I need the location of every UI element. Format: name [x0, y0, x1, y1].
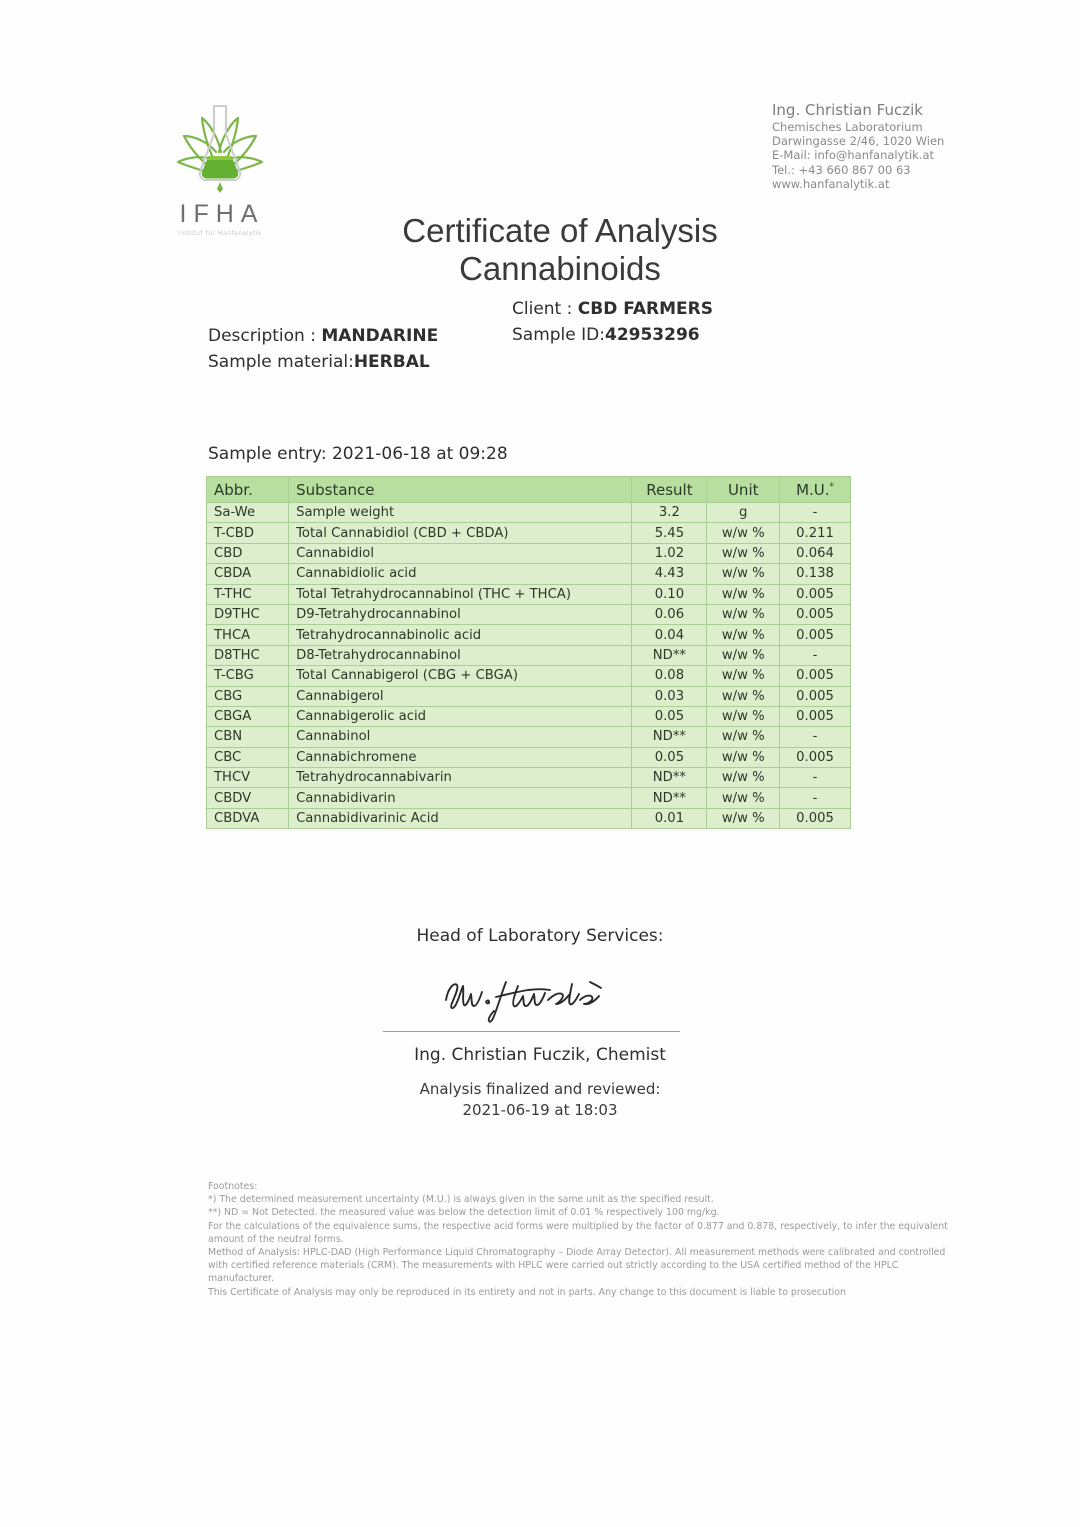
cell-mu: 0.005 — [780, 706, 851, 726]
description-value: MANDARINE — [321, 326, 439, 346]
cell-abbr: T-CBD — [207, 523, 289, 543]
cell-result: 0.05 — [632, 706, 707, 726]
table-row — [207, 666, 851, 686]
table-row — [207, 604, 851, 624]
signature-image — [440, 970, 620, 1026]
cell-result: 0.10 — [632, 584, 707, 604]
table-row — [207, 747, 851, 767]
cell-result: 3.2 — [632, 503, 707, 523]
footnote-2: **) ND = Not Detected. the measured value was below the detection limit of 0.01 % respectively 100 mg/kg. — [208, 1207, 720, 1219]
col-header-mu — [780, 477, 851, 503]
cell-substance: D9-Tetrahydrocannabinol — [289, 604, 632, 624]
cell-unit: w/w % — [707, 625, 780, 645]
cell-unit: w/w % — [707, 808, 780, 828]
client-row — [512, 296, 713, 322]
col-header-substance: Substance — [289, 477, 632, 503]
table-row — [207, 768, 851, 788]
cell-mu: 0.005 — [780, 584, 851, 604]
cell-substance: Total Cannabigerol (CBG + CBGA) — [289, 666, 632, 686]
table-row — [207, 686, 851, 706]
description-label: Description : — [208, 326, 322, 346]
cell-result: 0.04 — [632, 625, 707, 645]
table-row — [207, 523, 851, 543]
cell-unit: w/w % — [707, 564, 780, 584]
cannabis-leaf-flask-icon — [164, 98, 276, 198]
cell-substance: Cannabidiolic acid — [289, 564, 632, 584]
footnote-5: This Certificate of Analysis may only be reproduced in its entirety and not in parts. Any change to this document is liable to prosecution — [208, 1286, 846, 1298]
table-row — [207, 808, 851, 828]
sample-id-label: Sample ID: — [512, 325, 605, 345]
cell-result: 0.08 — [632, 666, 707, 686]
cell-mu: - — [780, 503, 851, 523]
lab-website: www.hanfanalytik.at — [772, 176, 890, 191]
signature-heading: Head of Laboratory Services: — [416, 926, 664, 946]
cell-substance: Cannabinol — [289, 727, 632, 747]
cell-abbr: D8THC — [207, 645, 289, 665]
cell-result: ND** — [632, 788, 707, 808]
cell-unit: w/w % — [707, 686, 780, 706]
client-info-block — [512, 296, 713, 348]
cell-abbr: CBDV — [207, 788, 289, 808]
footnotes-title: Footnotes: — [208, 1181, 258, 1192]
cell-result: ND** — [632, 645, 707, 665]
cannabinoid-results-table — [206, 476, 851, 829]
cell-abbr: CBDA — [207, 564, 289, 584]
cell-abbr: T-CBG — [207, 666, 289, 686]
cell-mu: 0.138 — [780, 564, 851, 584]
page-title — [300, 212, 820, 288]
col-header-result: Result — [632, 477, 707, 503]
sample-material-row — [208, 349, 438, 375]
cell-unit: w/w % — [707, 543, 780, 563]
cell-abbr: CBC — [207, 747, 289, 767]
cell-unit: w/w % — [707, 747, 780, 767]
cell-abbr: CBD — [207, 543, 289, 563]
cell-mu: - — [780, 645, 851, 665]
table-row — [207, 788, 851, 808]
cell-abbr: Sa-We — [207, 503, 289, 523]
cell-unit: w/w % — [707, 604, 780, 624]
signature-rule — [383, 1031, 680, 1032]
cell-mu: 0.005 — [780, 686, 851, 706]
footnote-3: For the calculations of the equivalence sums, the respective acid forms were multiplied by the factor of 0.877 and 0.878, respectively, to infer the equivalent amount of the neutral forms. — [208, 1220, 948, 1245]
finalized-label: Analysis finalized and reviewed: — [419, 1080, 661, 1098]
mu-asterisk: * — [829, 481, 835, 492]
lab-email: E-Mail: info@hanfanalytik.at — [772, 148, 935, 163]
table-row — [207, 543, 851, 563]
cell-substance: Cannabichromene — [289, 747, 632, 767]
cell-result: 4.43 — [632, 564, 707, 584]
analysis-finalized-block — [0, 1079, 1080, 1121]
sample-entry-date: Sample entry: 2021-06-18 at 09:28 — [208, 444, 508, 464]
sample-material-label: Sample material: — [208, 352, 354, 372]
sample-info-block — [208, 323, 438, 375]
table-row — [207, 727, 851, 747]
finalized-date: 2021-06-19 at 18:03 — [462, 1101, 618, 1119]
description-row — [208, 323, 438, 349]
signatory-name: Ing. Christian Fuczik, Chemist — [414, 1045, 666, 1065]
table-row — [207, 503, 851, 523]
cell-result: 0.03 — [632, 686, 707, 706]
cell-abbr: CBDVA — [207, 808, 289, 828]
footnote-4: Method of Analysis: HPLC-DAD (High Performance Liquid Chromatography – Diode Array Detector). All measurement methods were calibrated and controlled with certified reference materials (CRM). The measurements with HPLC were carried out strictly according to the USA certified method of the HPLC manufacturer. — [208, 1247, 946, 1285]
cell-abbr: CBG — [207, 686, 289, 706]
cell-mu: - — [780, 768, 851, 788]
ifha-logo — [160, 98, 280, 237]
cell-abbr: T-THC — [207, 584, 289, 604]
table-header — [207, 477, 851, 503]
cell-abbr: THCA — [207, 625, 289, 645]
cell-substance: Tetrahydrocannabivarin — [289, 768, 632, 788]
table-row — [207, 564, 851, 584]
client-label: Client : — [512, 299, 578, 319]
cell-unit: w/w % — [707, 666, 780, 686]
cell-mu: - — [780, 727, 851, 747]
cell-unit: w/w % — [707, 523, 780, 543]
logo-tagline: Institut für Hanfanalytik — [178, 230, 262, 237]
lab-address: Darwingasse 2/46, 1020 Wien — [772, 134, 945, 149]
cell-mu: 0.005 — [780, 604, 851, 624]
cell-abbr: THCV — [207, 768, 289, 788]
cell-substance: Sample weight — [289, 503, 632, 523]
sample-id-row — [512, 322, 713, 348]
table-row — [207, 625, 851, 645]
cell-result: 0.06 — [632, 604, 707, 624]
table-row — [207, 584, 851, 604]
cell-abbr: CBGA — [207, 706, 289, 726]
cell-unit: w/w % — [707, 768, 780, 788]
lab-name: Ing. Christian Fuczik — [772, 101, 923, 119]
cell-unit: g — [707, 503, 780, 523]
table-row — [207, 706, 851, 726]
cell-substance: Cannabidivarin — [289, 788, 632, 808]
table-header-row — [207, 477, 851, 503]
col-header-mu-text: M.U. — [796, 480, 830, 499]
title-line-2: Cannabinoids — [459, 250, 661, 287]
cell-substance: Tetrahydrocannabinolic acid — [289, 625, 632, 645]
cell-mu: - — [780, 788, 851, 808]
cell-substance: Cannabidivarinic Acid — [289, 808, 632, 828]
footnote-1: *) The determined measurement uncertainty (M.U.) is always given in the same unit as the specified result. — [208, 1194, 714, 1206]
cell-result: ND** — [632, 768, 707, 788]
cell-unit: w/w % — [707, 584, 780, 604]
cell-mu: 0.211 — [780, 523, 851, 543]
table-body — [207, 503, 851, 829]
col-header-unit: Unit — [707, 477, 780, 503]
footnotes-block — [208, 1180, 948, 1299]
cell-result: 0.05 — [632, 747, 707, 767]
cell-mu: 0.005 — [780, 666, 851, 686]
title-line-1: Certificate of Analysis — [402, 212, 718, 249]
cell-result: 1.02 — [632, 543, 707, 563]
client-value: CBD FARMERS — [577, 299, 714, 319]
cell-result: ND** — [632, 727, 707, 747]
cell-mu: 0.005 — [780, 808, 851, 828]
logo-wordmark: IFHA — [179, 200, 265, 228]
table-row — [207, 645, 851, 665]
cell-result: 0.01 — [632, 808, 707, 828]
lab-department: Chemisches Laboratorium — [772, 120, 923, 134]
cell-substance: Cannabigerolic acid — [289, 706, 632, 726]
cell-substance: D8-Tetrahydrocannabinol — [289, 645, 632, 665]
cell-mu: 0.005 — [780, 625, 851, 645]
lab-contact-block — [772, 101, 1012, 191]
cell-result: 5.45 — [632, 523, 707, 543]
cell-unit: w/w % — [707, 788, 780, 808]
lab-phone: Tel.: +43 660 867 00 63 — [772, 162, 911, 177]
cell-unit: w/w % — [707, 645, 780, 665]
cell-abbr: CBN — [207, 727, 289, 747]
cell-substance: Cannabigerol — [289, 686, 632, 706]
col-header-abbr: Abbr. — [207, 477, 289, 503]
cell-abbr: D9THC — [207, 604, 289, 624]
cell-mu: 0.005 — [780, 747, 851, 767]
sample-id-value: 42953296 — [604, 325, 700, 345]
cell-unit: w/w % — [707, 727, 780, 747]
cell-substance: Total Cannabidiol (CBD + CBDA) — [289, 523, 632, 543]
cell-mu: 0.064 — [780, 543, 851, 563]
cell-substance: Total Tetrahydrocannabinol (THC + THCA) — [289, 584, 632, 604]
cell-unit: w/w % — [707, 706, 780, 726]
cell-substance: Cannabidiol — [289, 543, 632, 563]
sample-material-value: HERBAL — [353, 352, 430, 372]
